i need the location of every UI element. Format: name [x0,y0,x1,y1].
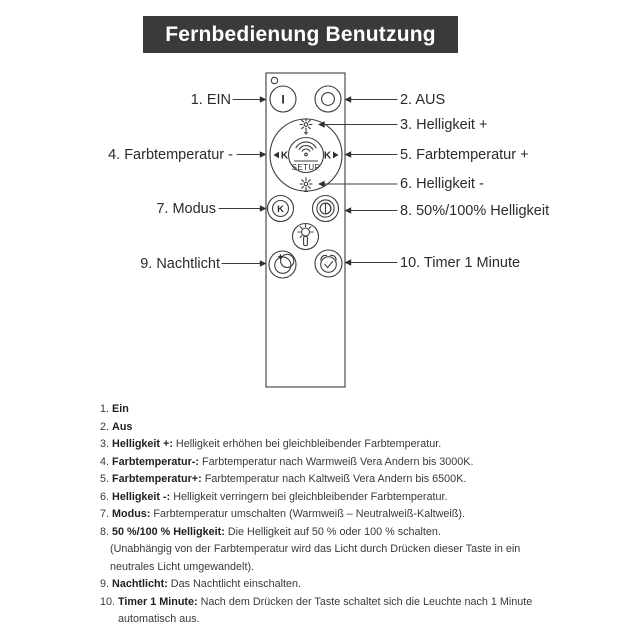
callout-label-modus: 7. Modus [156,200,216,217]
night-light-button [269,251,296,278]
instruction-item: 9. Nachtlicht: Das Nachtlicht einschalten. [100,578,302,590]
callout-label-aus: 2. AUS [400,91,446,108]
instruction-item: 3. Helligkeit +: Helligkeit erhöhen bei gleichbleibender Farbtemperatur. [100,438,442,450]
left-triangle-icon [274,152,280,159]
power-off-icon [322,93,335,106]
callout-label-50-100-helligkeit: 8. 50%/100% Helligkeit [400,202,550,219]
setup-label: SETUP [291,163,321,172]
power-on-button [270,86,296,112]
moon-star-icon [275,254,294,274]
svg-text:K: K [280,150,289,162]
alarm-clock-check-icon [321,255,337,272]
page-title: Fernbedienung Benutzung [165,22,436,46]
wifi-setup-icon [296,142,316,156]
sun-plus-icon [300,119,312,135]
timer-button [315,250,342,277]
instruction-item: 6. Helligkeit -: Helligkeit verringern bei gleichbleibender Farbtemperatur. [100,490,448,503]
right-triangle-icon [333,152,339,159]
led-dot-icon [271,77,277,83]
power-on-icon: I [281,92,285,107]
instruction-item: 10. Timer 1 Minute: Nach dem Drücken der Taste schaltet sich die Leuchte nach 1 Minute [100,595,533,608]
instruction-item-continuation: neutrales Licht umgewandelt). [110,560,255,573]
power-off-button [315,86,341,112]
callout-label-timer: 10. Timer 1 Minute [400,254,521,271]
color-temp-plus-key [324,151,339,162]
instruction-item-continuation: (Unabhängig von der Farbtemperatur wird das Licht durch Drücken dieser Taste in ein [110,543,521,555]
dial [270,119,342,192]
sun-minus-icon [300,178,312,192]
instruction-item: 8. 50 %/100 % Helligkeit: Die Helligkeit auf 50 % oder 100 % schalten. [100,525,441,538]
svg-text:K: K [323,150,332,162]
callout-label-farbtemperatur-minus: 4. Farbtemperatur - [108,146,233,163]
modus-button [268,196,294,222]
instruction-list [100,401,570,629]
callout-label-nachtlicht: 9. Nachtlicht [140,255,220,272]
callout-lines-right [318,96,397,265]
callout-label-ein: 1. EIN [190,91,231,108]
instruction-item: 5. Farbtemperatur+: Farbtemperatur nach Kaltweiß Vera Andern bis 6500K. [100,473,467,485]
callout-label-helligkeit-minus: 6. Helligkeit - [400,176,484,192]
instruction-item: 7. Modus: Farbtemperatur umschalten (Warmweiß – Neutralweiß-Kaltweiß). [100,508,465,520]
callout-label-farbtemperatur-plus: 5. Farbtemperatur + [400,146,529,163]
svg-text:K: K [277,204,284,216]
callout-label-helligkeit-plus: 3. Helligkeit + [400,116,488,133]
half-brightness-button [313,196,339,222]
instruction-item-continuation: automatisch aus. [118,613,200,625]
instruction-item: 1. Ein [100,403,129,415]
instruction-item: 4. Farbtemperatur-: Farbtemperatur nach Warmweiß Vera Andern bis 3000K. [100,455,474,468]
color-temp-minus-key [274,151,289,162]
instruction-item: 2. Aus [100,420,133,433]
setup-button [289,138,324,173]
callout-lines-left [219,96,267,266]
shining-lamp-icon [298,224,313,245]
lamp-button [293,224,319,250]
